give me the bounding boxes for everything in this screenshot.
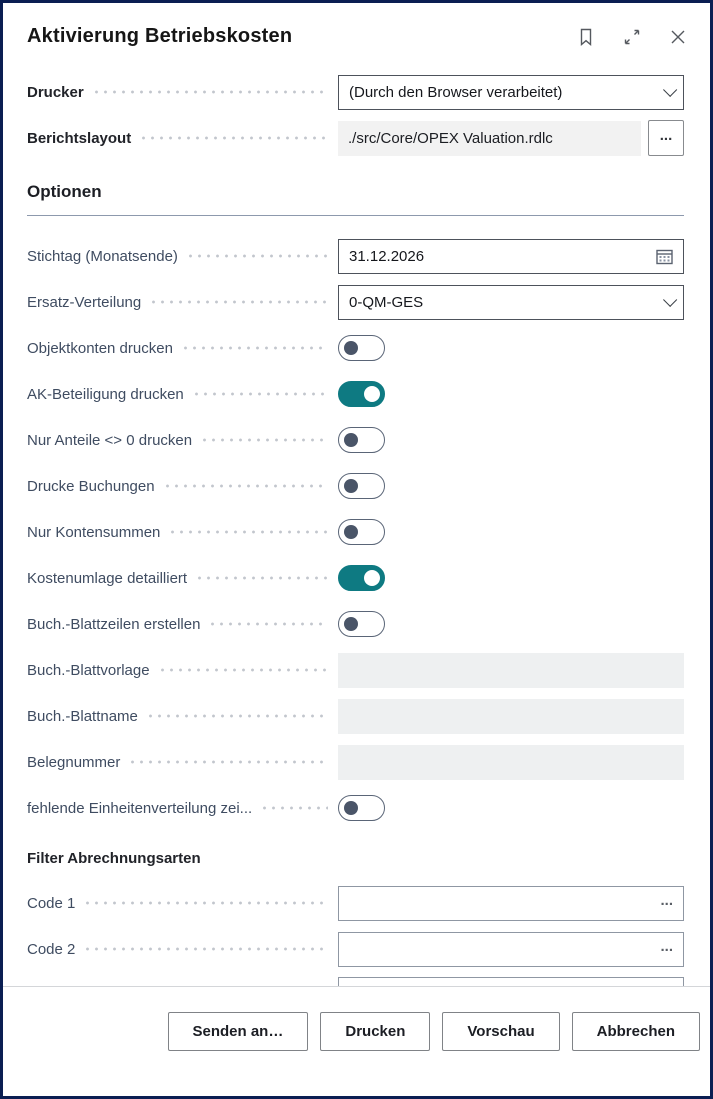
toggle-knob — [344, 801, 358, 815]
chevron-down-icon — [663, 83, 677, 97]
toggle-label: Nur Anteile <> 0 drucken — [27, 431, 193, 449]
toggle-knob — [344, 479, 358, 493]
toggle-row-nur-anteile — [27, 422, 684, 458]
toggle-knob — [344, 341, 358, 355]
ersatz-verteilung-value: 0-QM-GES — [349, 293, 424, 311]
report-layout-value: ./src/Core/OPEX Valuation.rdlc — [338, 121, 641, 156]
dotted-leader — [128, 744, 328, 780]
nur-kontensummen-toggle[interactable] — [338, 519, 385, 545]
nur-anteile-drucken-toggle[interactable] — [338, 427, 385, 453]
toggle-knob — [344, 433, 358, 447]
toggle-row-objektkonten — [27, 330, 684, 366]
report-layout-assist-button[interactable]: ... — [648, 120, 684, 156]
belegnummer-row — [27, 744, 684, 780]
bookmark-icon[interactable] — [576, 27, 596, 47]
dialog-titlebar — [3, 3, 710, 48]
ersatz-verteilung-label: Ersatz-Verteilung — [27, 293, 142, 311]
code1-filter-input[interactable] — [338, 886, 684, 921]
dotted-leader — [168, 514, 328, 550]
toggle-label: Nur Kontensummen — [27, 523, 161, 541]
belegnummer-label: Belegnummer — [27, 753, 121, 771]
belegnummer-input-disabled — [338, 745, 684, 780]
ersatz-verteilung-select[interactable] — [338, 285, 684, 320]
stichtag-row — [27, 238, 684, 274]
dotted-leader — [186, 238, 328, 274]
blattvorlage-input-disabled — [338, 653, 684, 688]
toggle-knob — [364, 570, 380, 586]
chevron-down-icon — [663, 293, 677, 307]
code2-filter-input[interactable] — [338, 932, 684, 967]
report-layout-label: Berichtslayout — [27, 129, 132, 147]
dotted-leader — [260, 790, 328, 826]
toggle-label: fehlende Einheitenverteilung zei... — [27, 799, 253, 817]
code1-row — [27, 885, 684, 921]
dotted-leader — [139, 120, 328, 156]
objektkonten-drucken-toggle[interactable] — [338, 335, 385, 361]
toggle-label: Objektkonten drucken — [27, 339, 173, 357]
fehlende-einheitenverteilung-toggle[interactable] — [338, 795, 385, 821]
dotted-leader — [181, 330, 328, 366]
printer-row — [27, 74, 684, 110]
code2-label: Code 2 — [27, 940, 76, 958]
drucke-buchungen-toggle[interactable] — [338, 473, 385, 499]
stichtag-date-value: 31.12.2026 — [349, 247, 425, 265]
report-layout-row — [27, 120, 684, 156]
blattname-row — [27, 698, 684, 734]
kostenumlage-detailliert-toggle[interactable] — [338, 565, 385, 591]
dialog-content — [3, 74, 710, 986]
toggle-row-ak-beteiligung — [27, 376, 684, 412]
dotted-leader — [149, 284, 328, 320]
ersatz-verteilung-row — [27, 284, 684, 320]
dotted-leader — [158, 652, 328, 688]
code2-row — [27, 931, 684, 967]
preview-button[interactable]: Vorschau — [442, 1012, 559, 1051]
expand-icon[interactable] — [622, 27, 642, 47]
toggle-knob — [344, 525, 358, 539]
blattvorlage-row — [27, 652, 684, 688]
blattvorlage-label: Buch.-Blattvorlage — [27, 661, 150, 679]
blattzeilen-erstellen-toggle[interactable] — [338, 611, 385, 637]
page-title: Aktivierung Betriebskosten — [27, 25, 293, 47]
print-button[interactable]: Drucken — [320, 1012, 430, 1051]
toggle-label: Drucke Buchungen — [27, 477, 155, 495]
dotted-leader — [83, 885, 328, 921]
toggle-label: Buch.-Blattzeilen erstellen — [27, 615, 201, 633]
toggle-row-blattzeilen — [27, 606, 684, 642]
dotted-leader — [200, 422, 328, 458]
printer-select-value: (Durch den Browser verarbeitet) — [349, 83, 563, 101]
toggle-row-nur-kontensummen — [27, 514, 684, 550]
dotted-leader — [83, 931, 328, 967]
dotted-leader — [208, 606, 328, 642]
printer-label: Drucker — [27, 83, 84, 101]
dotted-leader — [146, 698, 328, 734]
blattname-label: Buch.-Blattname — [27, 707, 138, 725]
ellipsis-assist-icon[interactable]: ... — [660, 937, 673, 955]
toggle-row-fehlende-einheiten — [27, 790, 684, 826]
calendar-icon[interactable] — [656, 248, 673, 265]
toggle-row-kostenumlage — [27, 560, 684, 596]
toggle-knob — [364, 386, 380, 402]
toggle-label: Kostenumlage detailliert — [27, 569, 188, 587]
toggle-knob — [344, 617, 358, 631]
filter-section-heading: Filter Abrechnungsarten — [27, 850, 201, 867]
ak-beteiligung-drucken-toggle[interactable] — [338, 381, 385, 407]
options-section-heading: Optionen — [27, 182, 684, 216]
toggle-label: AK-Beteiligung drucken — [27, 385, 184, 403]
toggle-row-drucke-buchungen — [27, 468, 684, 504]
dotted-leader — [192, 376, 328, 412]
blattname-input-disabled — [338, 699, 684, 734]
send-to-button[interactable]: Senden an… — [168, 1012, 309, 1051]
dotted-leader — [195, 560, 328, 596]
ellipsis-assist-icon[interactable]: ... — [660, 891, 673, 909]
footer-button-bar — [3, 987, 710, 1051]
dotted-leader — [92, 74, 328, 110]
cancel-button[interactable]: Abbrechen — [572, 1012, 700, 1051]
dotted-leader — [163, 468, 328, 504]
code1-label: Code 1 — [27, 894, 76, 912]
partial-next-field — [338, 977, 684, 986]
stichtag-label: Stichtag (Monatsende) — [27, 247, 178, 265]
printer-select[interactable] — [338, 75, 684, 110]
stichtag-date-input[interactable] — [338, 239, 684, 274]
titlebar-icons — [576, 27, 688, 47]
close-icon[interactable] — [668, 27, 688, 47]
